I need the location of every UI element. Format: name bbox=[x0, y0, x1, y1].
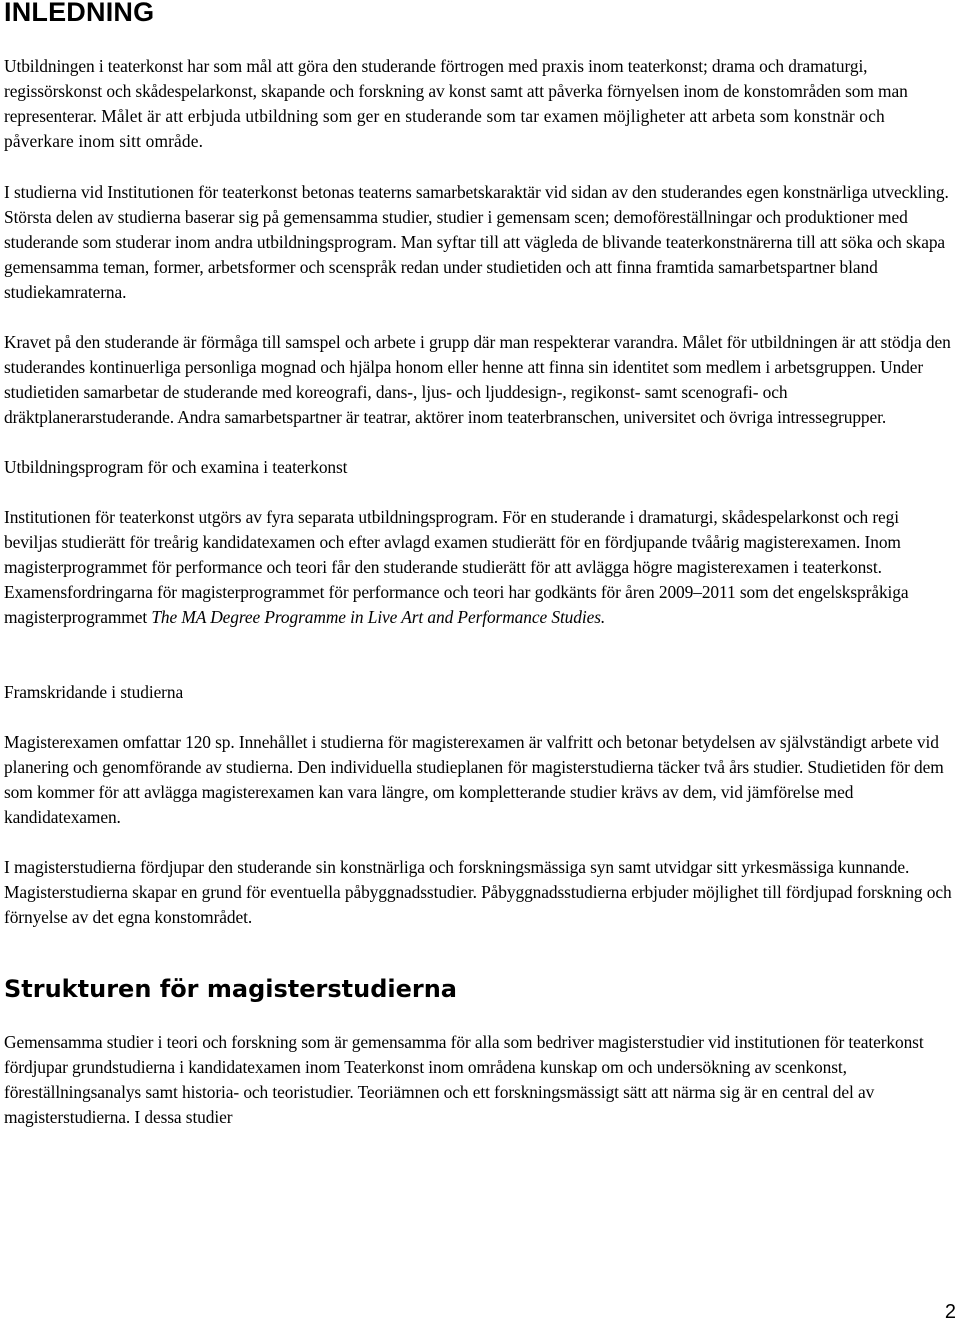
section-title-structure: Strukturen för magisterstudierna bbox=[4, 975, 457, 1003]
intro-paragraph-1 bbox=[4, 54, 954, 154]
progress-paragraph-2: I magisterstudierna fördjupar den studerande sin konstnärliga och forskningsmässiga syn samt utvidgar sitt yrkesmässiga kunnande. Magisterstudierna skapar en grund för eventuella påbyggnadsstudier. Påbyggnadsstudierna erbjuder möjlighet till fördjupad forskning och förnyelse av det egna konstområdet. bbox=[4, 857, 952, 927]
intro-paragraph-2: I studierna vid Institutionen för teaterkonst betonas teaterns samarbetskaraktär vid sidan av den studerandes egen konstnärliga utveckling. Största delen av studierna baserar sig på gemensamma studier, studier i gemensam scen; demoföreställningar och produktioner med studerande som studerar inom andra utbildningsprogram. Man syftar till att vägleda de blivande teaterkonstnärerna till att söka och skapa gemensamma teman, former, arbetsformer och scenspråk redan under studietiden och att finna framtida samarbetspartner bland studiekamraterna. bbox=[4, 182, 949, 302]
document-page bbox=[4, 0, 954, 1130]
section-title-progress: Framskridande i studierna bbox=[4, 682, 184, 702]
intro-paragraph-1-a: Utbildningen i teaterkonst har som mål att göra den studerande förtrogen med praxis inom teaterkonst; drama och dramaturgi, regissörskonst och skådespelarkonst, skapande och forskning av konst samt att påverka förnyelsen inom de konstområden som man representerar. bbox=[4, 56, 908, 126]
programs-paragraph bbox=[4, 505, 954, 630]
intro-paragraph-3: Kravet på den studerande är förmåga till samspel och arbete i grupp där man respekterar varandra. Målet för utbildningen är att stödja den studerandes kontinuerliga personliga mognad och hjälpa honom eller henne att finna sin identitet som medlem i arbetsgruppen. Under studietiden samarbetar de studerande med koreografi, dans-, ljus- och ljuddesign-, regikonst- samt scenografi- och dräktplanerarstuderande. Andra samarbetspartner är teatrar, aktörer inom teaterbranschen, universitet och övriga intressegrupper. bbox=[4, 332, 951, 427]
page-heading: INLEDNING bbox=[4, 0, 155, 27]
progress-paragraph-1: Magisterexamen omfattar 120 sp. Innehållet i studierna för magisterexamen är valfritt och betonar betydelsen av självständigt arbete vid planering och genomförande av studierna. Den individuella studieplanen för magisterstudierna täcker två års studier. Studietiden för dem som kommer för att avlägga magisterexamen kan vara längre, om kompletterande studier krävs av dem, vid jämförelse med kandidatexamen. bbox=[4, 732, 944, 827]
page-number: 2 bbox=[944, 1301, 956, 1323]
intro-paragraph-1-b: Målet är att erbjuda utbildning som ger en studerande som tar examen möjligheter att arbeta som konstnär och påverkare inom sitt område. bbox=[4, 106, 885, 151]
programs-paragraph-text: Institutionen för teaterkonst utgörs av fyra separata utbildningsprogram. För en studerande i dramaturgi, skådespelarkonst och regi beviljas studierätt för treårig kandidatexamen och efter avlagd examen studierätt för en fördjupande tvåårig magisterexamen. Inom magisterprogrammet för performance och teori får den studerande studierätt för att avlägga högre magisterexamen i teaterkonst. Examensfordringarna för magisterprogrammet för performance och teori har godkänts för åren 2009–2011 som det engelskspråkiga magisterprogrammet bbox=[4, 507, 909, 627]
section-title-programs: Utbildningsprogram för och examina i teaterkonst bbox=[4, 457, 348, 477]
structure-paragraph-1: Gemensamma studier i teori och forskning som är gemensamma för alla som bedriver magisterstudier vid institutionen för teaterkonst fördjupar grundstudierna i kandidatexamen inom Teaterkonst inom områdena kunskap om och undersökning av scenkonst, föreställningsanalys samt historia- och teoristudier. Teoriämnen och ett forskningsmässigt sätt att närma sig är en central del av magisterstudierna. I dessa studier bbox=[4, 1032, 924, 1127]
programs-paragraph-italic: The MA Degree Programme in Live Art and Performance Studies. bbox=[151, 607, 606, 627]
